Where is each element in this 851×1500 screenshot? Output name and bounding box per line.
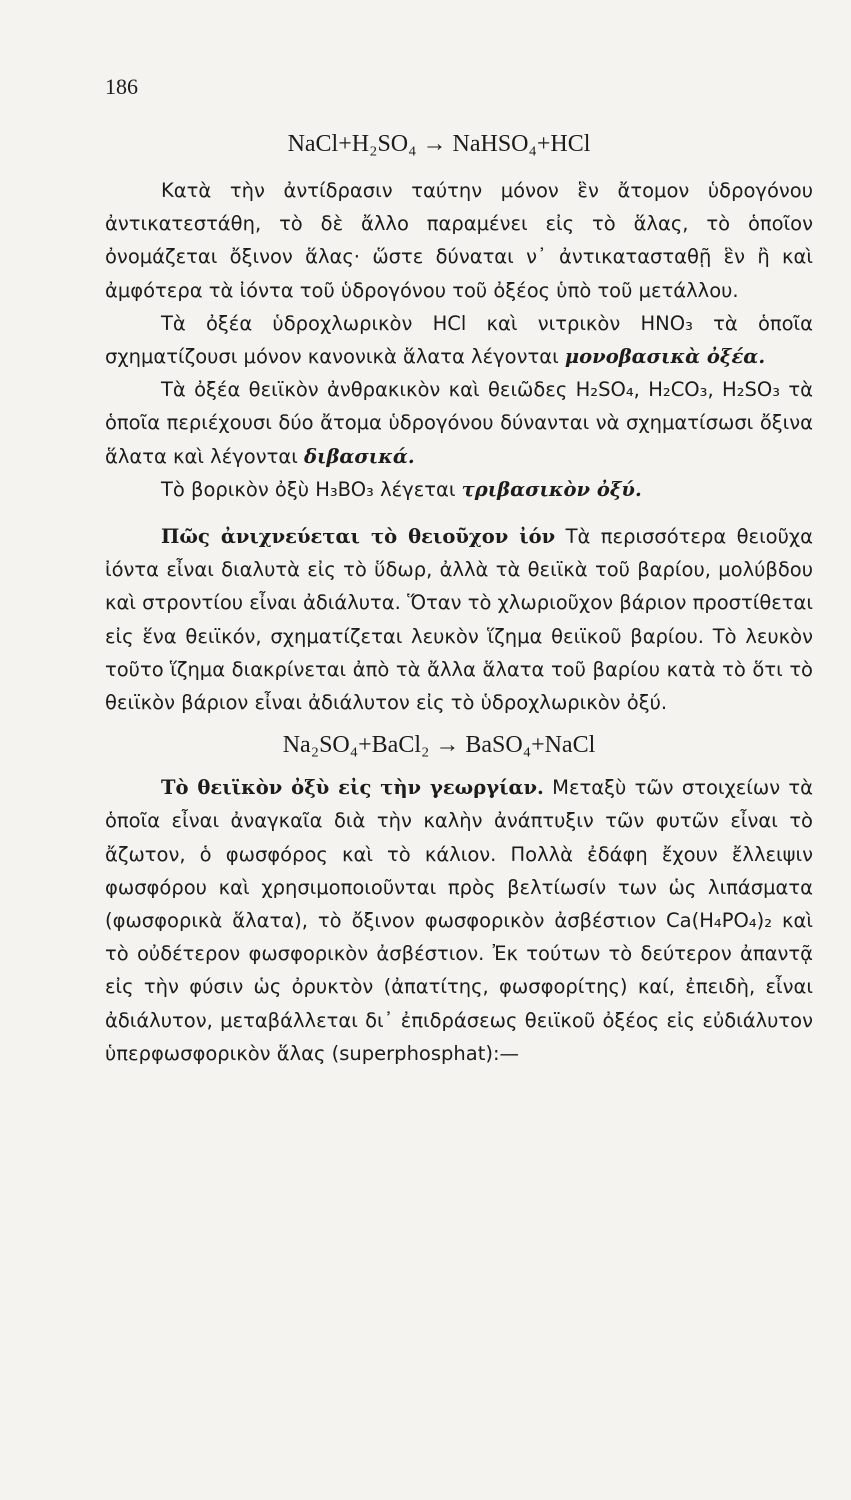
paragraph-dibasic: [105, 373, 813, 473]
paragraph-sulfate-detection: [105, 520, 813, 719]
term-monobasic: μονοβασικὰ ὀξέα.: [564, 345, 766, 369]
paragraph-text: Τὸ βορικὸν ὀξὺ H₃BO₃ λέγεται: [161, 477, 456, 501]
section-heading-agriculture: Τὸ θειϊκὸν ὀξὺ εἰς τὴν γεωργίαν.: [161, 776, 544, 800]
equation-sodium-bisulfate: NaCl+H₂SO₄ → NaHSO₄+HCl: [287, 131, 591, 157]
equation-barium-sulfate: Na₂SO₄+BaCl₂ → BaSO₄+NaCl: [282, 732, 596, 759]
section-heading-sulfate-detection: Πῶς ἀνιχνεύεται τὸ θειοῦχον ἰόν: [161, 525, 556, 549]
paragraph-agriculture: [105, 771, 813, 1070]
paragraph-monobasic: [105, 307, 813, 373]
paragraph-text: Τὰ περισσότερα θειοῦχα ἰόντα εἶναι διαλυτὰ εἰς τὸ ὕδωρ, ἀλλὰ τὰ θειϊκὰ τοῦ βαρίου, μολύβδου καὶ στροντίου εἶναι ἀδιάλυτα. Ὅταν τὸ χλωριοῦχον βάριον προστίθεται εἰς ἕνα θειϊκόν, σχηματίζεται λευκὸν ἵζημα θειϊκοῦ βαρίου. Τὸ λευκὸν τοῦτο ἵζημα διακρίνεται ἀπὸ τὰ ἄλλα ἅλατα τοῦ βαρίου κατὰ τὸ ὅτι τὸ θειϊκὸν βάριον εἶναι ἀδιάλυτον εἰς τὸ ὑδροχλωρικὸν ὀξύ.: [105, 525, 813, 715]
term-tribasic: τριβασικὸν ὀξύ.: [461, 477, 642, 501]
page-number: 186: [105, 74, 138, 99]
paragraph-acid-salt: [105, 174, 813, 307]
paragraph-text: Μεταξὺ τῶν στοιχείων τὰ ὁποῖα εἶναι ἀναγκαῖα διὰ τὴν καλὴν ἀνάπτυξιν τῶν φυτῶν εἶναι τὸ ἄζωτον, ὁ φωσφόρος καὶ τὸ κάλιον. Πολλὰ ἐδάφη ἔχουν ἔλλειψιν φωσφόρου καὶ χρησιμοποιοῦνται πρὸς βελτίωσίν των ὡς λιπάσματα (φωσφορικὰ ἅλατα), τὸ ὄξινον φωσφορικὸν ἀσβέστιον Ca(H₄PO₄)₂ καὶ τὸ οὐδέτερον φωσφορικὸν ἀσβέστιον. Ἐκ τούτων τὸ δεύτερον ἀπαντᾷ εἰς τὴν φύσιν ὡς ὀρυκτὸν (ἀπατίτης, φωσφορίτης) καί, ἐπειδὴ, εἶναι ἀδιάλυτον, μεταβάλλεται δι᾽ ἐπιδράσεως θειϊκοῦ ὀξέος εἰς εὐδιάλυτον ὑπερφωσφορικὸν ἅλας (superphosphat):—: [105, 776, 813, 1065]
paragraph-text: Κατὰ τὴν ἀντίδρασιν ταύτην μόνον ἓν ἄτομον ὑδρογόνου ἀντικατεστάθη, τὸ δὲ ἄλλο παραμένει εἰς τὸ ἅλας, τὸ ὁποῖον ὀνομάζεται ὄξινον ἅλας· ὥστε δύναται ν᾽ ἀντικατασταθῇ ἓν ἢ καὶ ἀμφότερα τὰ ἰόντα τοῦ ὑδρογόνου τοῦ ὀξέος ὑπὸ τοῦ μετάλλου.: [105, 179, 813, 302]
paragraph-text: Τὰ ὀξέα ὑδροχλωρικὸν HCl καὶ νιτρικὸν HNO₃ τὰ ὁποῖα σχηματίζουσι μόνον κανονικὰ ἅλατα λέγονται: [105, 311, 813, 369]
paragraph-tribasic: [105, 473, 813, 506]
term-dibasic: διβασικά.: [304, 444, 415, 468]
paragraph-text: Τὰ ὀξέα θειϊκὸν ἀνθρακικὸν καὶ θειῶδες H₂SO₄, H₂CO₃, H₂SO₃ τὰ ὁποῖα περιέχουσι δύο ἄτομα ὑδρογόνου δύνανται νὰ σχηματίσωσι ὄξινα ἅλατα καὶ λέγονται: [105, 378, 813, 468]
